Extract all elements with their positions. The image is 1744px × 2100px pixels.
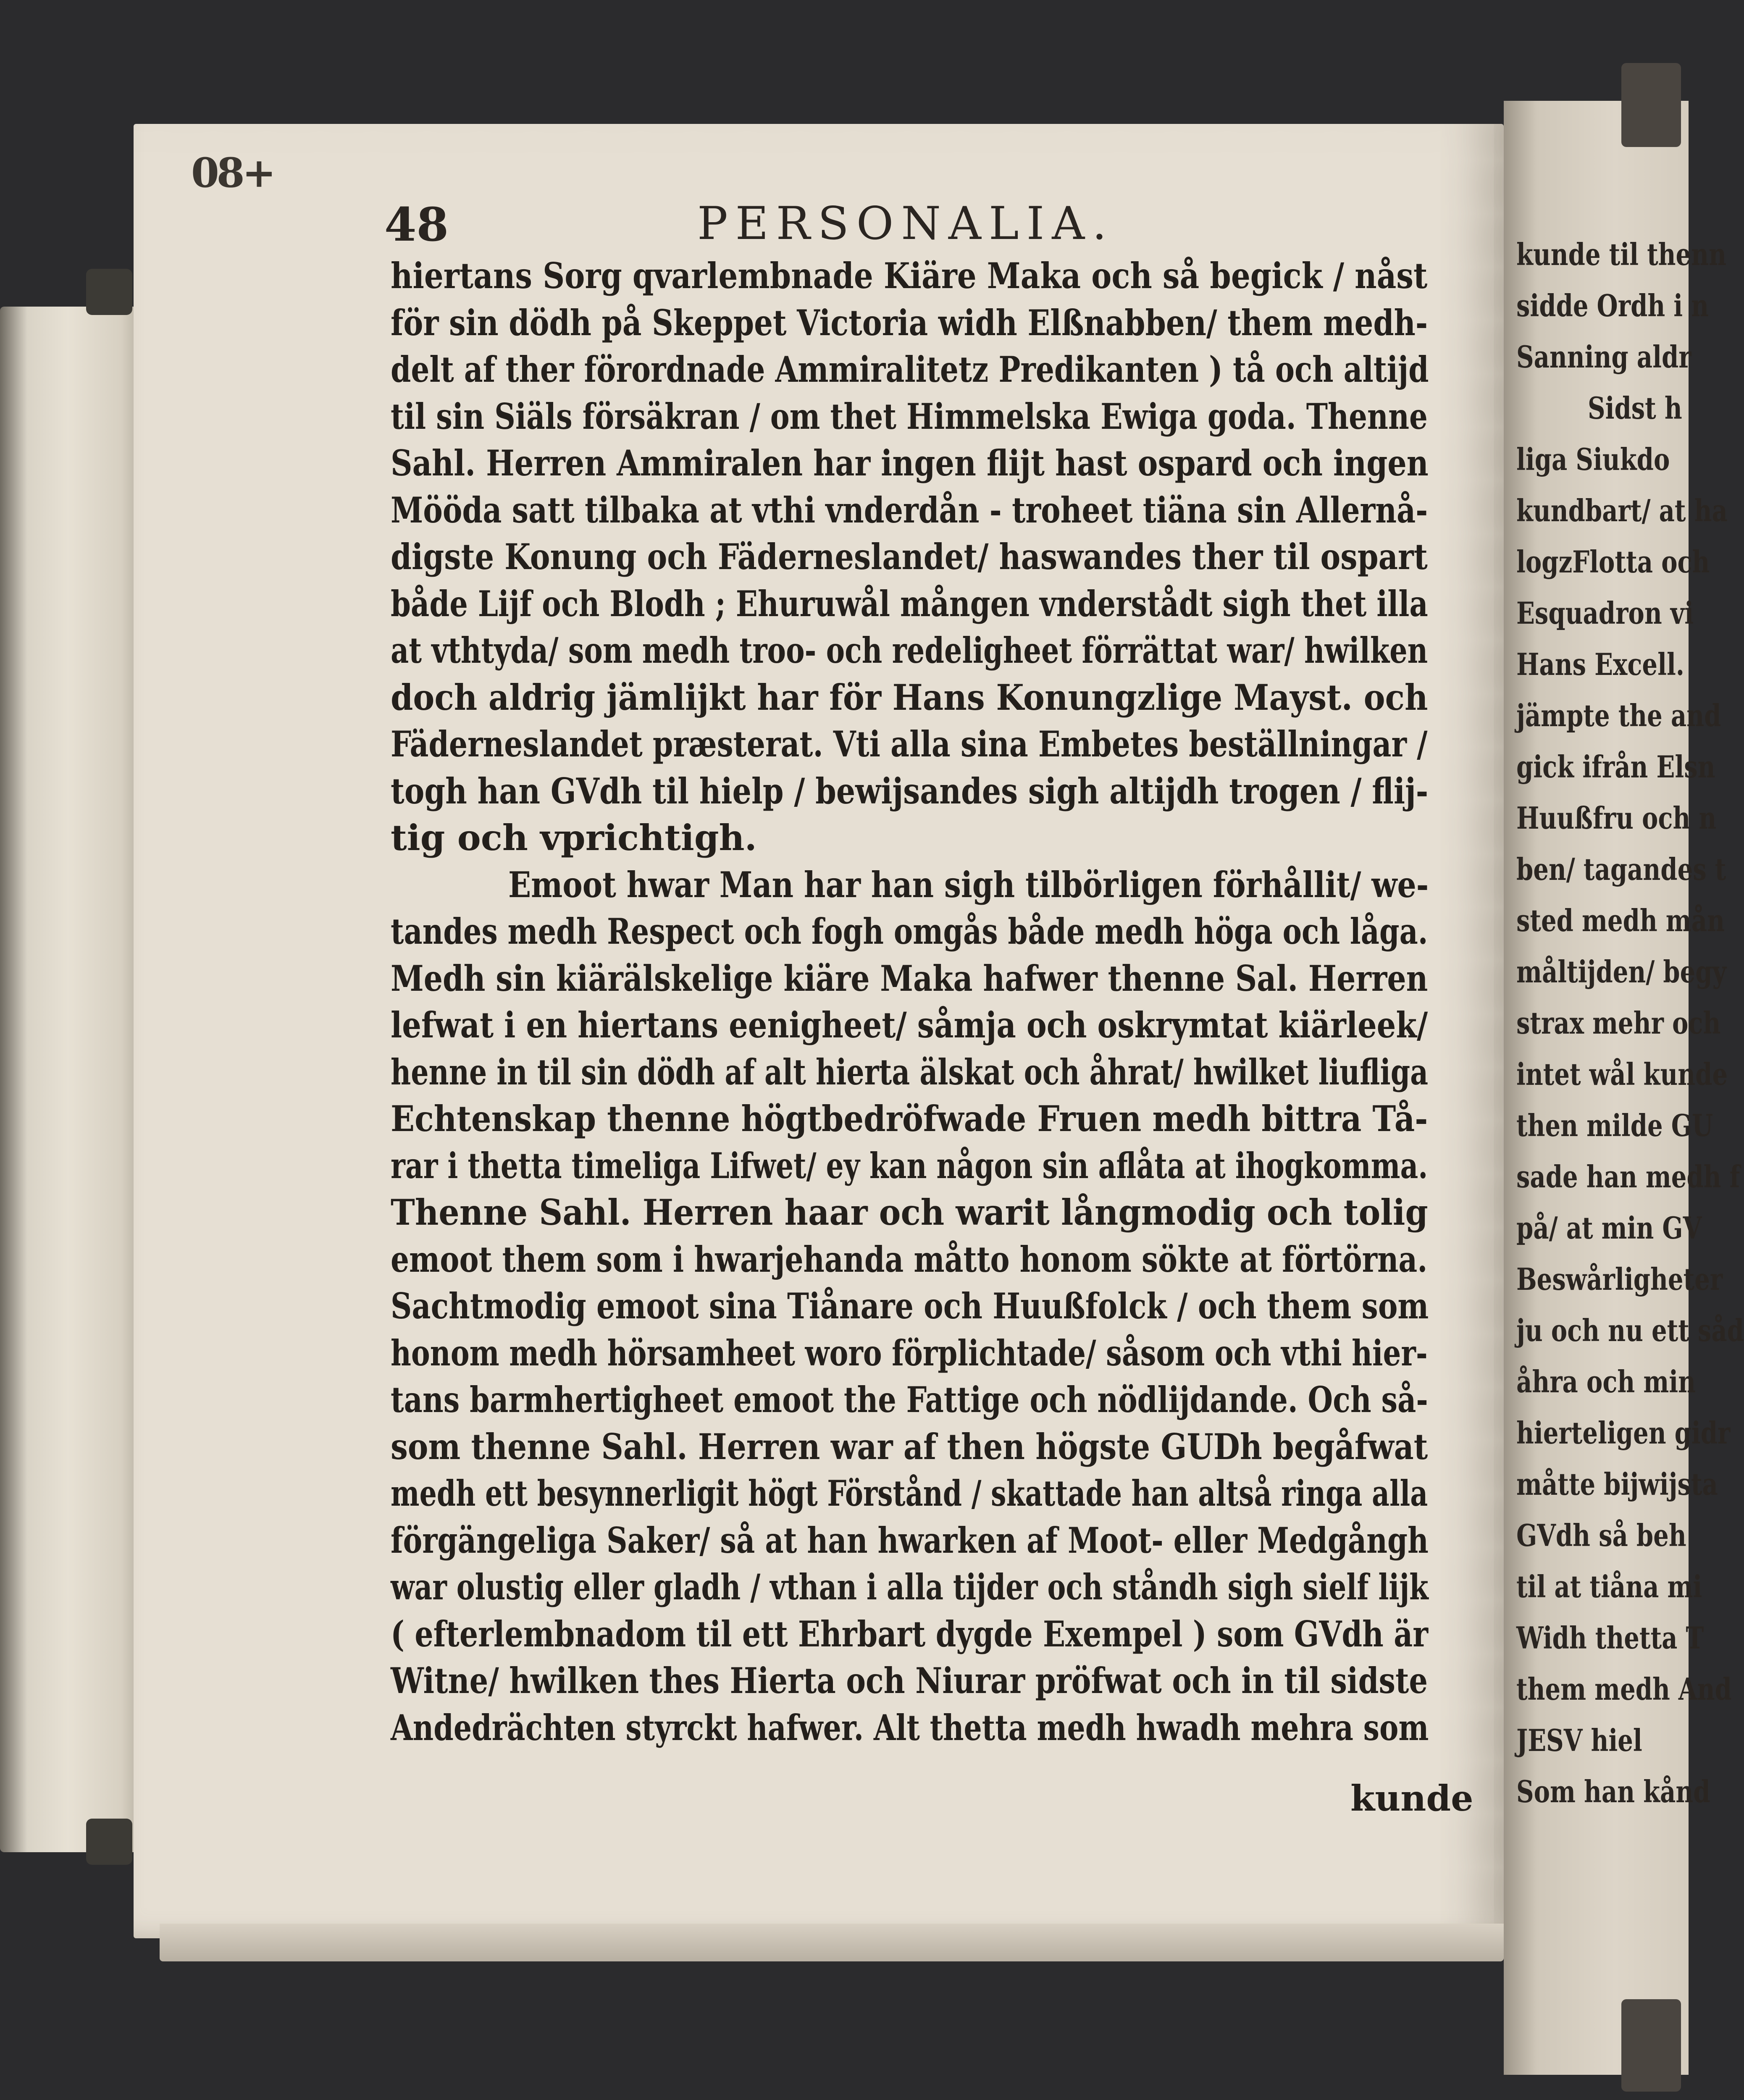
facing-text-line: kunde til thenn: [1516, 236, 1726, 272]
facing-text-line: Sanning aldr: [1516, 339, 1691, 375]
text-line: war olustig eller gladh / vthan i alla tijder och ståndh sigh sielf lijk: [391, 1566, 1429, 1608]
left-page-block: [0, 307, 151, 1852]
text-line: Andedrächten styrckt hafwer. Alt thetta medh hwadh mehra som: [391, 1706, 1429, 1748]
facing-text-line: Hans Excell.: [1516, 646, 1684, 682]
facing-text-line: til at tiåna mi: [1516, 1569, 1702, 1604]
text-line: emoot them som i hwarjehanda måtto honom sökte at förtörna.: [391, 1238, 1428, 1280]
text-line: doch aldrig jämlijkt har för Hans Konungzlige Mayst. och: [391, 676, 1428, 718]
bottom-clasp: [86, 1819, 132, 1865]
facing-text-line: sted medh mån: [1516, 903, 1725, 938]
binding-top: [1621, 63, 1681, 147]
text-line: digste Konung och Fäderneslandet/ haswandes ther til ospart: [391, 536, 1428, 578]
facing-text-line: Som han kånd: [1516, 1774, 1710, 1809]
facing-text-line: ben/ tagandes t: [1516, 851, 1726, 887]
text-line: tig och vprichtigh.: [391, 817, 757, 858]
text-line: honom medh hörsamheet woro förplichtade/ såsom och vthi hier-: [391, 1332, 1428, 1374]
facing-page: [1504, 101, 1744, 2075]
facing-text-line: Widh thetta T: [1516, 1620, 1704, 1656]
catchword: kunde: [1350, 1777, 1473, 1819]
text-line: Thenne Sahl. Herren haar och warit långmodig och tolig: [391, 1192, 1428, 1233]
ink-mark: 08+: [191, 149, 274, 197]
text-line: rar i thetta timeliga Lifwet/ ey kan någon sin aflåta at ihogkomma.: [391, 1144, 1428, 1186]
facing-text-line: hierteligen gidr: [1516, 1415, 1731, 1451]
text-line: at vthtyda/ som medh troo- och redeligheet förrättat war/ hwilken: [391, 630, 1428, 671]
facing-text-line: strax mehr och: [1516, 1005, 1721, 1041]
page-bottom-edge: [160, 1924, 1504, 1961]
facing-text-line: måltijden/ begy: [1516, 954, 1727, 990]
text-line: Medh sin kiärälskelige kiäre Maka hafwer thenne Sal. Herren: [391, 957, 1428, 999]
text-line: hiertans Sorg qvarlembnade Kiäre Maka och så begick / nåst: [391, 255, 1428, 297]
text-line: medh ett besynnerligit högt Förstånd / skattade han altså ringa alla: [391, 1473, 1428, 1514]
text-line: Fäderneslandet præsterat. Vti alla sina Embetes beställningar /: [391, 723, 1428, 765]
facing-text-line: måtte bijwijsta: [1516, 1466, 1718, 1502]
facing-text-line: Beswårligheter: [1516, 1261, 1723, 1297]
facing-text-line: kundbart/ at ha: [1516, 493, 1728, 528]
text-line: som thenne Sahl. Herren war af then högste GUDh begåfwat: [391, 1425, 1428, 1467]
top-clasp: [86, 269, 132, 315]
text-line: henne in til sin dödh af alt hierta älskat och åhrat/ hwilket liufliga: [391, 1051, 1429, 1093]
text-line: delt af ther förordnade Ammiralitetz Predikanten ) tå och altijd: [391, 349, 1429, 390]
facing-text-line: sidde Ordh i n: [1516, 288, 1709, 323]
text-line: til sin Siäls försäkran / om thet Himmelska Ewiga goda. Thenne: [391, 395, 1428, 437]
facing-text-line: JESV hiel: [1516, 1722, 1642, 1758]
page-number: 48: [384, 197, 449, 252]
text-line: togh han GVdh til hielp / bewijsandes sigh altijdh trogen / flij-: [391, 770, 1429, 812]
facing-text-line: them medh And: [1516, 1671, 1732, 1707]
facing-text-line: Esquadron vi: [1516, 595, 1694, 631]
facing-text-line: GVdh så beh: [1516, 1517, 1686, 1553]
text-line: Sahl. Herren Ammiralen har ingen flijt hast ospard och ingen: [391, 442, 1429, 484]
text-line: både Lijf och Blodh ; Ehuruwål mången vnderstådt sigh thet illa: [391, 583, 1428, 625]
text-line: Sachtmodig emoot sina Tiånare och Huußfolck / och them som: [391, 1285, 1429, 1327]
text-line: förgängeliga Saker/ så at han hwarken af Moot- eller Medgångh: [391, 1519, 1429, 1561]
facing-text-line: logzFlotta och: [1516, 544, 1710, 580]
facing-text-line: Sidst h: [1588, 390, 1682, 426]
text-line: Mööda satt tilbaka at vthi vnderdån - troheet tiäna sin Allernå-: [391, 489, 1428, 531]
facing-text-line: jämpte the and: [1516, 698, 1721, 733]
running-head: PERSONALIA.: [697, 197, 1114, 250]
facing-text-line: liga Siukdo: [1516, 441, 1670, 477]
facing-text-line: sade han medh f: [1516, 1159, 1740, 1194]
text-line: för sin dödh på Skeppet Victoria widh Elßnabben/ them medh-: [391, 302, 1428, 344]
facing-text-line: intet wål kunde: [1516, 1056, 1728, 1092]
facing-text-line: på/ at min GV: [1516, 1210, 1702, 1246]
facing-text-line: gick ifrån Elsn: [1516, 749, 1715, 785]
text-line: lefwat i en hiertans eenigheet/ såmja och oskrymtat kiärleek/: [391, 1004, 1428, 1046]
facing-text-line: then milde GU: [1516, 1108, 1713, 1143]
text-line: Witne/ hwilken thes Hierta och Niurar pröfwat och in til sidste: [391, 1660, 1428, 1701]
binding-bottom: [1621, 1999, 1681, 2092]
text-line: Emoot hwar Man har han sigh tilbörligen förhållit/ we-: [508, 864, 1429, 906]
text-line: Echtenskap thenne högtbedröfwade Fruen medh bittra Tå-: [391, 1098, 1428, 1139]
text-line: tandes medh Respect och fogh omgås både medh höga och låga.: [391, 911, 1428, 952]
text-line: tans barmhertigheet emoot the Fattige och nödlijdande. Och så-: [391, 1379, 1428, 1420]
facing-text-line: Huußfru och n: [1516, 800, 1717, 836]
text-line: ( efterlembnadom til ett Ehrbart dygde Exempel ) som GVdh är: [391, 1613, 1429, 1655]
facing-text-line: ju och nu ett såd: [1516, 1312, 1744, 1348]
facing-text-line: åhra och min: [1516, 1364, 1696, 1399]
